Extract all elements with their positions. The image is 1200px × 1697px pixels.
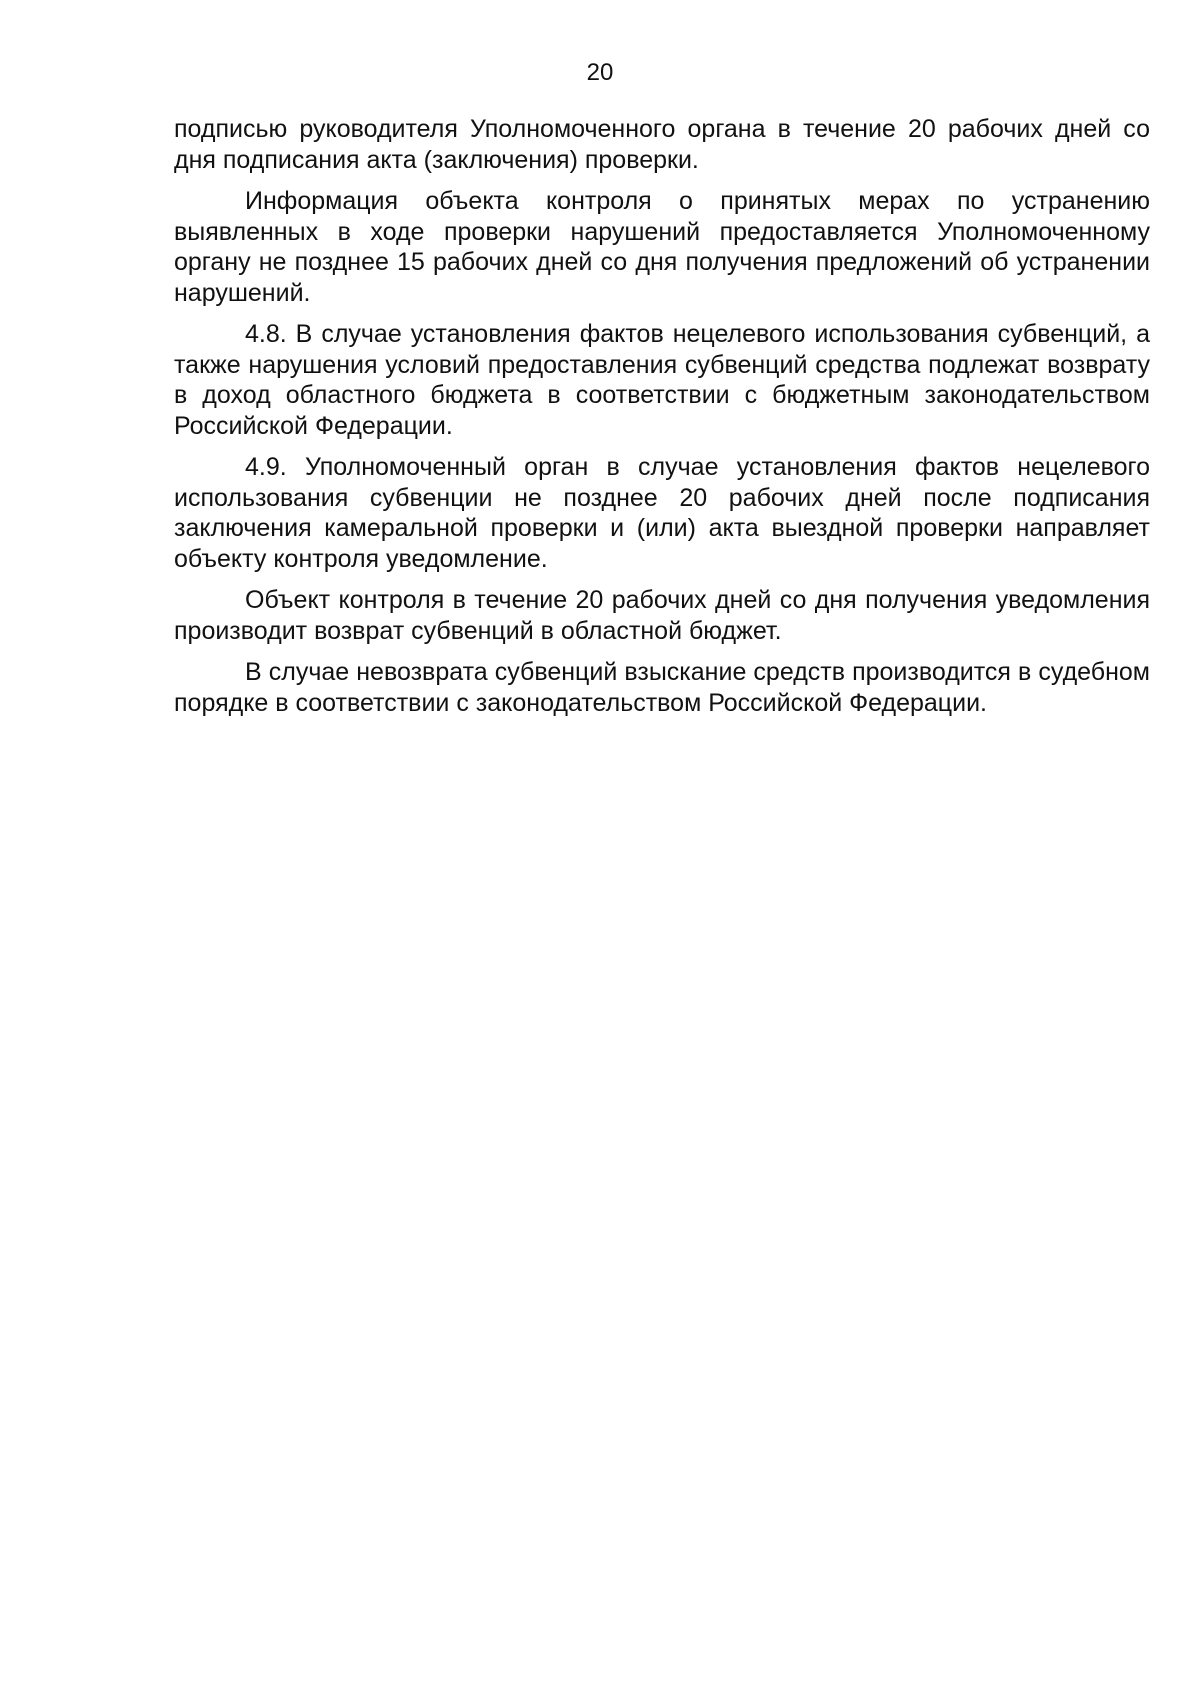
paragraph-4-9: 4.9. Уполномоченный орган в случае установления фактов нецелевого использования субвенции не позднее 20 рабочих дней после подписания заключения камеральной проверки и (или) акта выездной проверки направляет объекту контроля уведомление. [174,453,1150,573]
paragraph-4-8: 4.8. В случае установления фактов нецелевого использования субвенций, а также нарушения условий предоставления субвенций средства подлежат возврату в доход областного бюджета в соответствии с бюджетным законодательством Российской Федерации. [174,320,1150,440]
page-number: 20 [586,59,614,86]
document-body [174,114,1150,729]
paragraph-refund-obligation: Объект контроля в течение 20 рабочих дней со дня получения уведомления производит возврат субвенций в областной бюджет. [174,586,1150,645]
paragraph-judicial-recovery: В случае невозврата субвенций взыскание средств производится в судебном порядке в соответствии с законодательством Российской Федерации. [174,658,1150,717]
paragraph-information-on-measures: Информация объекта контроля о принятых мерах по устранению выявленных в ходе проверки нарушений предоставляется Уполномоченному органу не позднее 15 рабочих дней со дня получения предложений об устранении нарушений. [174,187,1150,307]
paragraph-continuation: подписью руководителя Уполномоченного органа в течение 20 рабочих дней со дня подписания акта (заключения) проверки. [174,115,1150,174]
